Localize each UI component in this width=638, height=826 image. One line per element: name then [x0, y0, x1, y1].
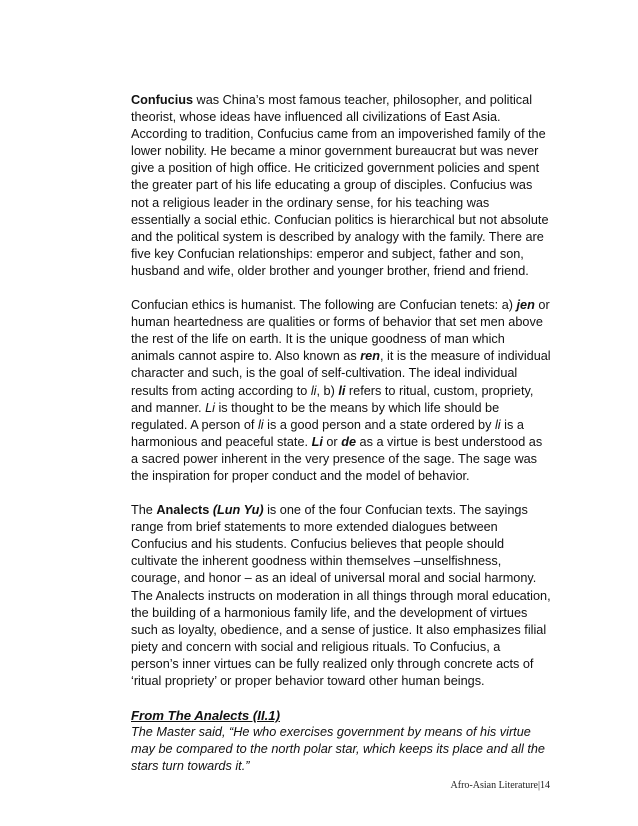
term-jen: jen [516, 298, 535, 313]
paragraph-confucian-ethics [131, 297, 551, 485]
term-li: li [310, 383, 317, 398]
term-li: li [257, 417, 264, 432]
term-li: li [338, 383, 346, 398]
term-li: li [494, 417, 501, 432]
paragraph-text: , b) [316, 383, 339, 398]
paragraph-text: is thought to be the means by which life should be regulated. A person of [131, 400, 500, 432]
paragraph-text: is one of the four Confucian texts. The sayings range from brief statements to more extended dialogues between Confucius and his students. Confucius believes that people should cultivate the inherent goodness within themselves –unselfishness, courage, and honor – as an ideal of universal moral and social harmony. The Analects instructs on moderation in all things through moral education, the building of a harmonious family life, and the development of virtues such as loyalty, obedience, and a sense of justice. It also emphasizes filial piety and concern with social and religious rituals. To Confucius, a person’s inner virtues can be fully realized only through concrete acts of ‘ritual propriety’ or proper behavior toward other human beings. [131, 503, 551, 688]
page-footer: Afro-Asian Literature|14 [450, 780, 550, 791]
term-li: Li [311, 434, 323, 449]
quote-heading: From The Analects (II.1) [131, 708, 280, 724]
paragraph-text: as a virtue is best understood as a sacred power inherent in the very presence of the sage. The sage was the inspiration for proper conduct and the model of behavior. [131, 434, 543, 483]
paragraph-text: The [131, 503, 157, 518]
document-body [131, 92, 551, 775]
term-de: de [341, 434, 356, 449]
term-lun-yu: (Lun Yu) [212, 503, 264, 518]
quote-text: The Master said, “He who exercises government by means of his virtue may be compared to the north polar star, which keeps its place and all the stars turn towards it.” [131, 725, 545, 774]
paragraph-text: or human heartedness are qualities or forms of behavior that set men above the rest of the life on earth. It is the unique goodness of man which animals cannot aspire to. Also known as [131, 298, 550, 364]
term-analects: Analects [156, 503, 210, 518]
term-confucius: Confucius [131, 93, 194, 107]
paragraph-text: or [322, 434, 342, 449]
term-li: Li [205, 400, 215, 415]
paragraph-confucius-intro [131, 92, 551, 280]
paragraph-text: Confucian ethics is humanist. The following are Confucian tenets: a) [131, 298, 517, 313]
paragraph-analects [131, 502, 551, 690]
paragraph-text: refers to ritual, custom, propriety, and manner. [131, 383, 534, 415]
term-ren: ren [360, 349, 380, 364]
paragraph-text: was China’s most famous teacher, philosopher, and political theorist, whose ideas have influenced all civilizations of East Asia. According to tradition, Confucius came from an impoverished family of the lower nobility. He became a minor government bureaucrat but was never give a position of high office. He criticized government policies and spent the greater part of his life educating a group of disciples. Confucius was not a religious leader in the ordinary sense, for his teaching was essentially a social ethic. Confucian politics is hierarchical but not absolute and the political system is described by analogy with the family. There are five key Confucian relationships: emperor and subject, father and son, husband and wife, older brother and younger brother, friend and friend. [131, 93, 549, 278]
paragraph-text: is a harmonious and peaceful state. [131, 417, 524, 449]
paragraph-text: is a good person and a state ordered by [263, 417, 495, 432]
paragraph-text: , it is the measure of individual character and such, is the goal of self-cultivation. The ideal individual results from acting according to [131, 349, 551, 398]
